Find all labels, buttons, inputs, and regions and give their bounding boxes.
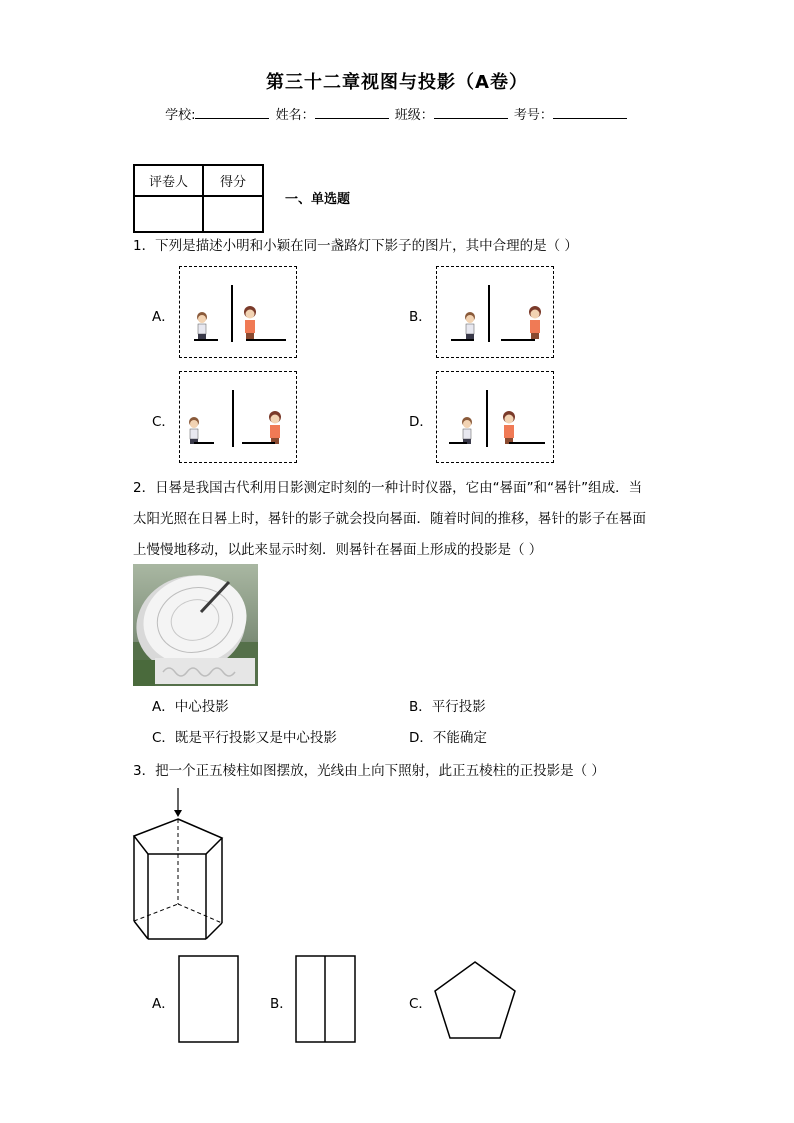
q3-option-b-divided-rectangle[interactable] — [295, 955, 357, 1045]
question-2-line-2: 太阳光照在日晷上时，晷针的影子就会投向晷面．随着时间的推移，晷针的影子在晷面 — [133, 511, 646, 527]
q1-option-a-figure[interactable] — [179, 266, 297, 358]
question-3-text: 3．把一个正五棱柱如图摆放，光线由上向下照射，此正五棱柱的正投影是（ ） — [133, 763, 605, 779]
score-header: 得分 — [203, 165, 263, 196]
q1-option-b-figure[interactable] — [436, 266, 554, 358]
q1-option-d-figure[interactable] — [436, 371, 554, 463]
number-label: 考号： — [513, 108, 553, 123]
boy-figure — [465, 312, 475, 339]
score-table — [133, 164, 264, 233]
q1-option-b-label: B． — [409, 309, 432, 325]
sundial-photo — [133, 564, 258, 686]
section-heading: 一、单选题 — [285, 192, 351, 207]
option-c-drawing — [180, 372, 298, 464]
student-info-line — [0, 104, 794, 123]
question-2-line-3: 上慢慢地移动，以此来显示时刻．则晷针在晷面上形成的投影是（ ） — [133, 542, 543, 558]
q1-option-c-label: C． — [152, 414, 175, 430]
q2-option-c[interactable]: C．既是平行投影又是中心投影 — [152, 730, 337, 746]
boy-figure — [462, 417, 472, 444]
page-title: 第三十二章视图与投影（A卷） — [266, 72, 528, 93]
q2-option-b[interactable]: B．平行投影 — [409, 699, 486, 715]
option-a-drawing — [180, 267, 298, 359]
school-label: 学校: — [165, 108, 196, 123]
girl-figure — [503, 411, 515, 444]
girl-figure — [269, 411, 281, 444]
question-2-line-1: 2．日晷是我国古代利用日影测定时刻的一种计时仪器，它由“晷面”和“晷针”组成．当 — [133, 480, 643, 496]
score-cell[interactable] — [203, 196, 263, 232]
q2-option-d[interactable]: D．不能确定 — [409, 730, 487, 746]
class-label: 班级： — [394, 108, 434, 123]
reviewer-header: 评卷人 — [134, 165, 203, 196]
q2-option-a[interactable]: A．中心投影 — [152, 699, 229, 715]
reviewer-cell[interactable] — [134, 196, 203, 232]
q3-option-a-label: A． — [152, 996, 175, 1012]
girl-figure — [529, 306, 541, 339]
q1-option-d-label: D． — [409, 414, 433, 430]
q1-option-a-label: A． — [152, 309, 175, 325]
pentagonal-prism-figure — [130, 786, 230, 944]
option-d-drawing — [437, 372, 555, 464]
boy-figure — [197, 312, 207, 339]
q3-option-a-rectangle[interactable] — [178, 955, 240, 1045]
boy-figure — [189, 417, 199, 444]
name-label: 姓名： — [275, 108, 315, 123]
option-b-drawing — [437, 267, 555, 359]
number-blank[interactable] — [553, 106, 627, 119]
school-blank[interactable] — [195, 106, 269, 119]
q3-option-c-label: C． — [409, 996, 432, 1012]
class-blank[interactable] — [434, 106, 508, 119]
name-blank[interactable] — [315, 106, 389, 119]
q3-option-b-label: B． — [270, 996, 293, 1012]
q3-option-c-pentagon[interactable] — [433, 960, 519, 1042]
question-1-text: 1．下列是描述小明和小颖在同一盏路灯下影子的图片，其中合理的是（ ） — [133, 238, 578, 254]
girl-figure — [244, 306, 256, 339]
q1-option-c-figure[interactable] — [179, 371, 297, 463]
